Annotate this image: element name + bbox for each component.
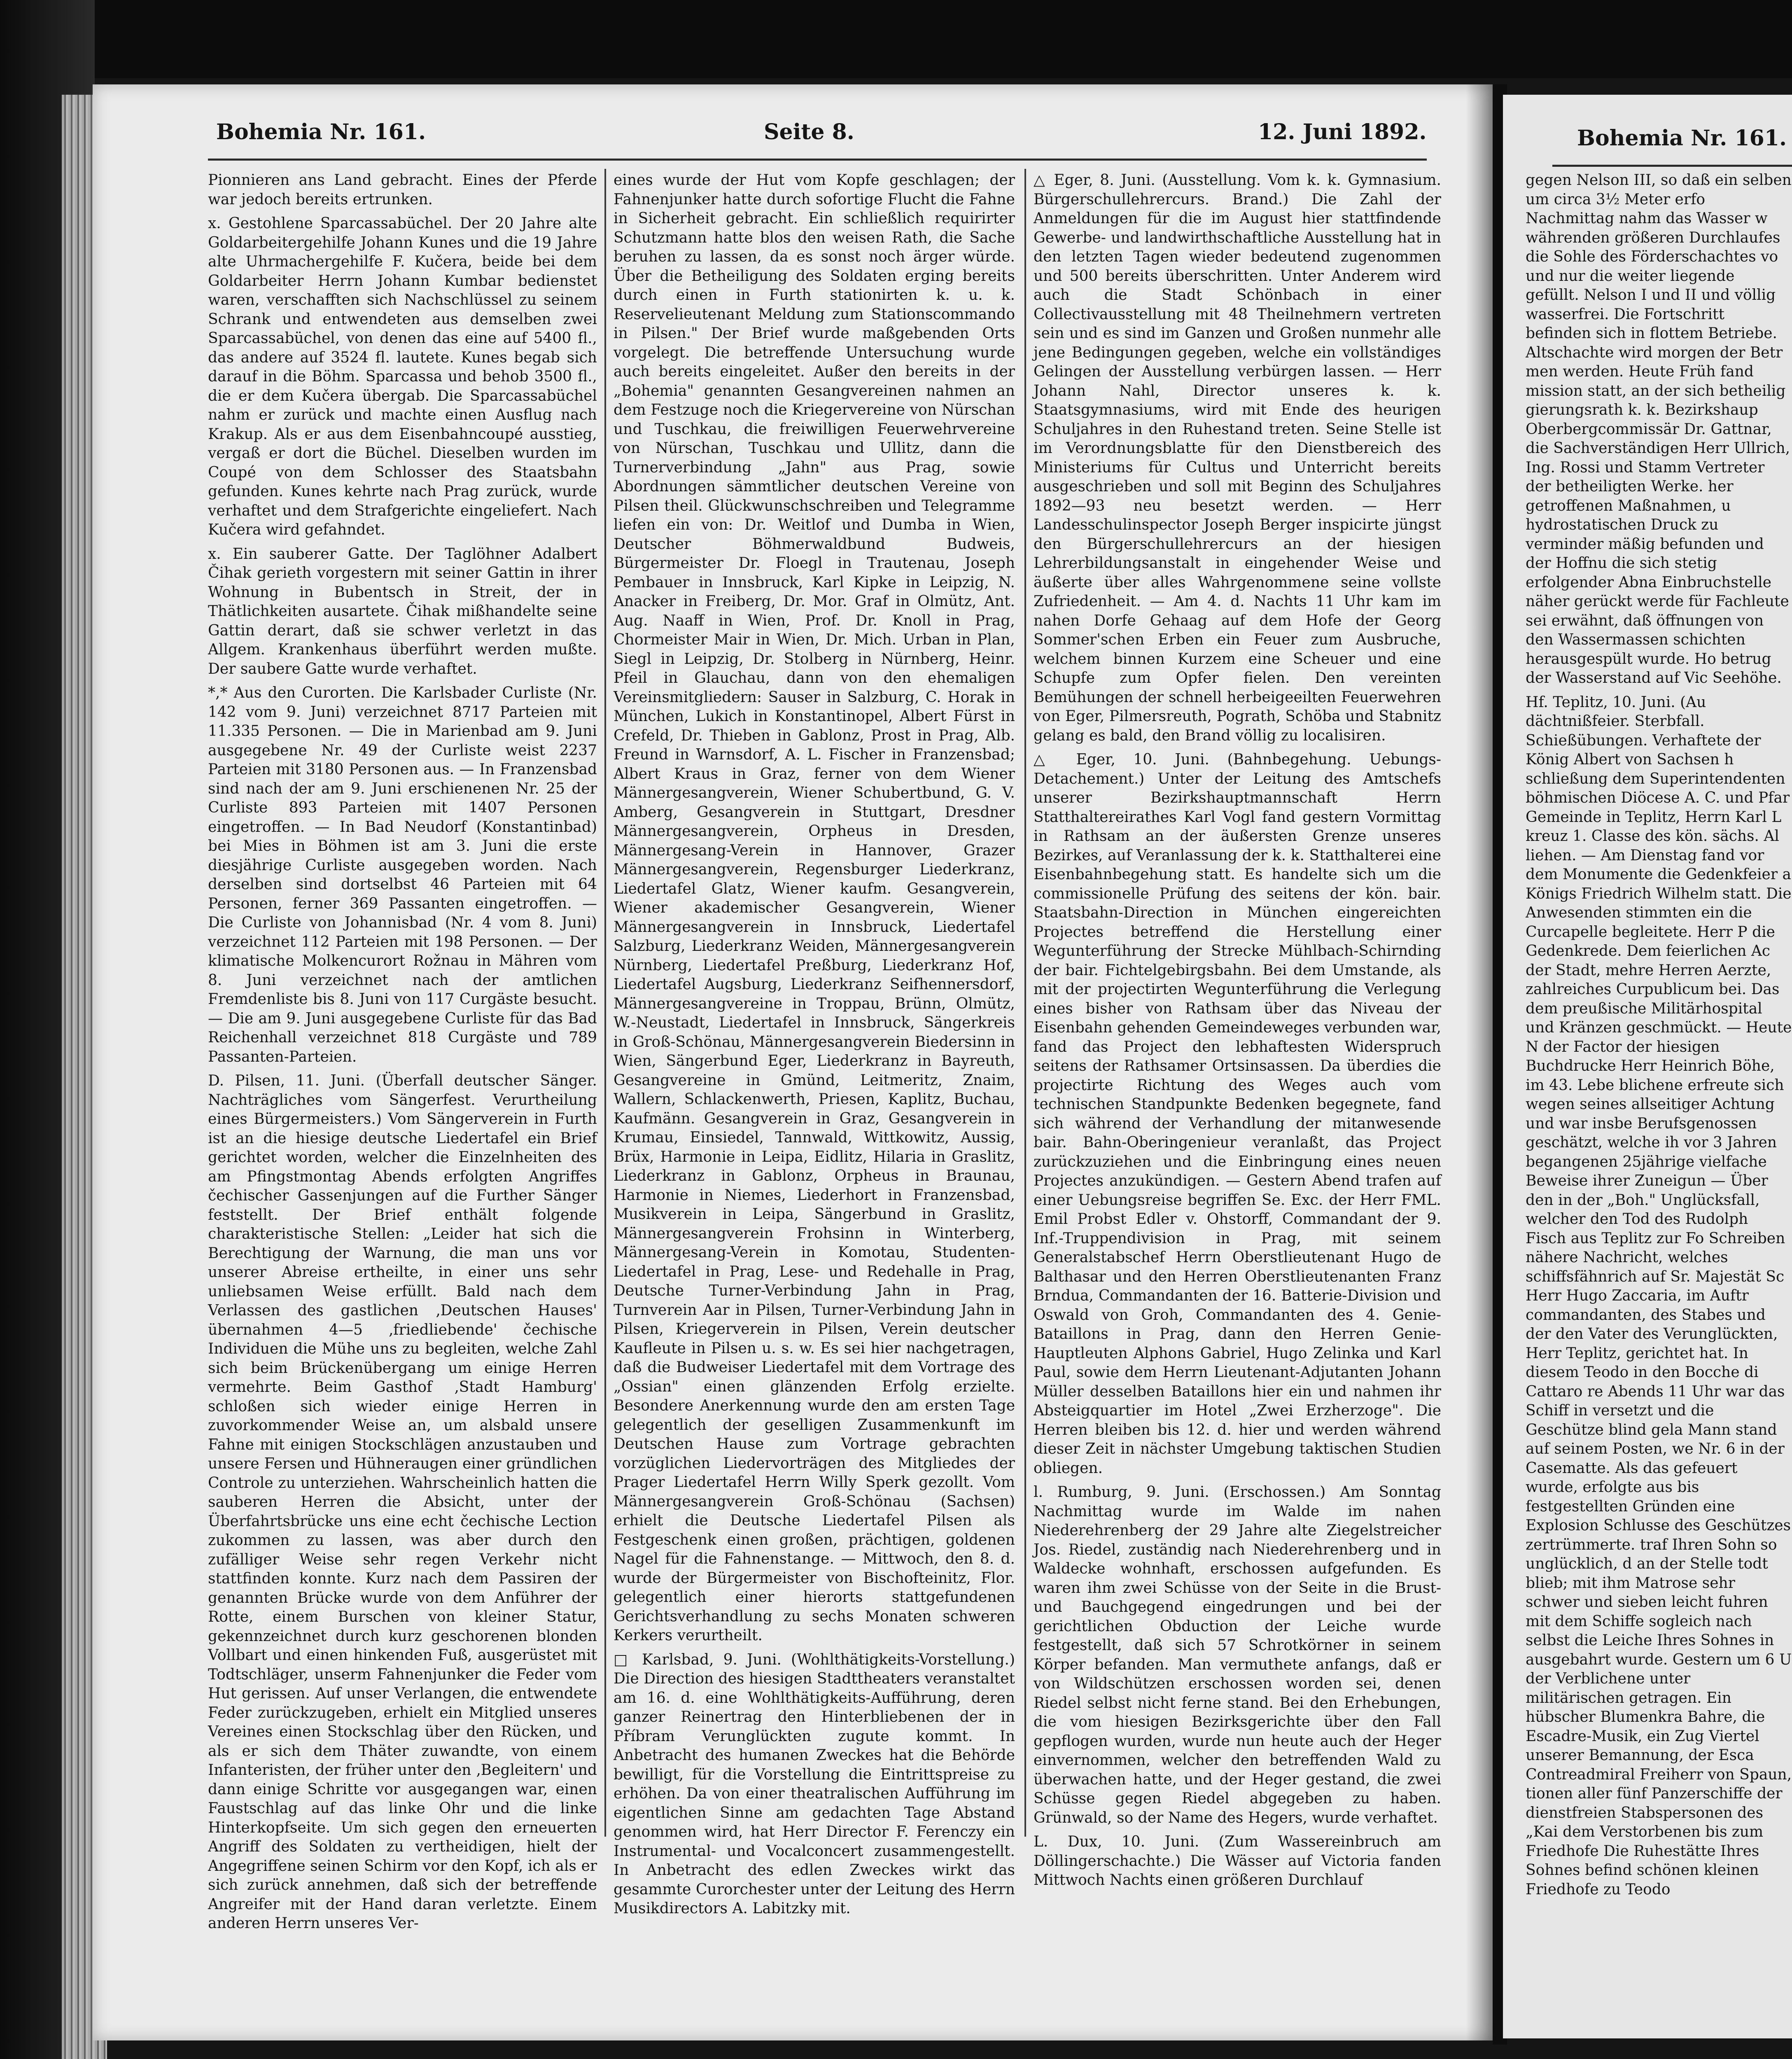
article-teplitz: Hf. Teplitz, 10. Juni. (Au dächtnißfeier. Sterbfall. Schießübungen. Verhaftete der König Albert von Sachsen h schließung dem Superintendenten böhmischen Diöcese A. C. und Pfar Gemeinde in Teplitz, Herrn Karl L kreuz 1. Classe des kön. sächs. Al liehen. — Am Dienstag fand vor dem Monumente die Gedenkfeier a Königs Friedrich Wilhelm statt. Die Anwesenden stimmten ein die Curcapelle begleitete. Herr P die Gedenkrede. Dem feierlichen Ac der Stadt, mehre Herren Aerzte, zahlreiches Curpublicum bei. Das dem preußische Militärhospital und Kränzen geschmückt. — Heute N der Factor der hiesigen Buchdrucke Herr Heinrich Böhe, im 43. Lebe blichene erfreute sich wegen seines allseitiger Achtung und war insbe Berufsgenossen geschätzt, welche ih vor 3 Jahren begangenen 25jährige vielfache Beweise ihrer Zuneigun — Über den in der „Boh." Unglücksfall, welcher den Tod des Rudolph Fisch aus Teplitz zur Fo Schreiben nähere Nachricht, welches schiffsfähnrich auf Sr. Majestät Sc Herr Hugo Zaccaria, im Auftr commandanten, des Stabes und der den Vater des Verunglückten, Herr Teplitz, gerichtet hat. In diesem Teodo in den Bocche di Cattaro re Abends 11 Uhr war das Schiff in versetzt und die Geschütze blind gela Mann stand auf seinem Posten, we Nr. 6 in der Casematte. Als das gefeuert wurde, erfolgte aus bis festgestellten Gründen eine Explosion Schlusse des Geschützes zertrümmerte. traf Ihren Sohn so unglücklich, d an der Stelle todt blieb; mit ihm Matrose sehr schwer und sieben leicht fuhren mit dem Schiffe sogleich nach selbst die Leiche Ihres Sohnes in ausgebahrt wurde. Gestern um 6 U der Verblichene unter militärischen getragen. Ein hübscher Blumenkra Bahre, die Escadre-Musik, ein Zug Viertel unserer Bemannung, der Esca Contreadmiral Freiherr von Spaun, tionen aller fünf Panzerschiffe der dienstfreien Stabspersonen des „Kai dem Verstorbenen bis zum Friedhofe Die Ruhestätte Ihres Sohnes befind schönen kleinen Friedhofe zu Teodo	[1526, 693, 1792, 1898]
article-pilsen: D. Pilsen, 11. Juni. (Überfall deutscher Sänger. Nachträgliches vom Sängerfest. Verurtheilung eines Bürgermeisters.) Vom Sängerverein in Furth ist an die hiesige deutsche Liedertafel ein Brief gerichtet worden, welcher die Einzelnheiten des am Pfingstmontag Abends erfolgten Angriffes čechischer Gassenjungen auf die Further Sänger feststellt. Der Brief enthält folgende charakteristische Stellen: „Leider hat sich die Berechtigung der Warnung, die man uns vor unserer Abreise ertheilte, in einer uns sehr unliebsamen Weise erfüllt. Bald nach dem Verlassen des gastlichen ‚Deutschen Hauses' übernahmen 4—5 ‚friedliebende' čechische Individuen die Mühe uns zu begleiten, welche Zahl sich beim Brückenübergang um einige Herren vermehrte. Beim Gasthof ‚Stadt Hamburg' schloßen sich wieder einige Herren in zuvorkommender Weise an, um alsbald unsere Fahne mit einigen Stockschlägen anzustauben und unsere Fersen und Hühneraugen einer gründlichen Controle zu unterziehen. Wahrscheinlich hatten die sauberen Herren die Absicht, unter der Überfahrtsbrücke uns eine echt čechische Lection zukommen zu lassen, was aber durch den zufälliger Weise sehr regen Verkehr nicht stattfinden konnte. Kurz nach dem Passiren der genannten Brücke wurde von dem Anführer der Rotte, einem Burschen von kleiner Statur, gekennzeichnet durch kurz geschorenen blonden Vollbart und einen hinkenden Fuß, ausgerüstet mit Todtschläger, unserm Fahnenjunker die Feder vom Hut gerissen. Auf unser Verlangen, die entwendete Feder zurückzugeben, erhielt ein Mitglied unseres Vereines einen Stockschlag über den Rücken, und als er sich dem Thäter zuwandte, von einem Infanteristen, der früher unter den ‚Begleitern' und dann einige Schritte vor ausgegangen war, einen Faustschlag auf das linke Ohr und die linke Hinterkopfseite. Um sich gegen den erneuerten Angriff des Soldaten zu vertheidigen, hielt der Angegriffene seinen Schirm vor den Kopf, ich als er sich zurück annehmen, daß sich der betreffende Angreifer mit der Hand daran verletzte. Einem anderen Herrn unseres Ver-	[208, 1072, 597, 1932]
scan-background-top	[0, 0, 1792, 78]
article-pilsen-continued: eines wurde der Hut vom Kopfe geschlagen; der Fahnenjunker hatte durch sofortige Flucht die Fahne in Sicherheit gebracht. Ein schließlich requirirter Schutzmann hatte blos den weisen Rath, die Sache beruhen zu lassen, da es sonst noch ärger würde. Über die Betheiligung des Soldaten erging bereits durch einen in Furth stationirten k. u. k. Reservelieutenant Meldung zum Stationscommando in Pilsen." Der Brief wurde maßgebenden Orts vorgelegt. Die betreffende Untersuchung wurde auch bereits eingeleitet. Außer den bereits in der „Bohemia" genannten Gesangvereinen nahmen an dem Festzuge noch die Kriegervereine von Nürschan und Tuschkau, die freiwilligen Feuerwehrvereine von Nürschan, Tuschkau und Ullitz, dann die Turnerverbindung „Jahn" aus Prag, sowie Abordnungen sämmtlicher deutschen Vereine von Pilsen theil. Glückwunschschreiben und Telegramme liefen ein von: Dr. Weitlof und Dumba in Wien, Deutscher Böhmerwaldbund Budweis, Bürgermeister Dr. Floegl in Trautenau, Joseph Pembauer in Innsbruck, Karl Kipke in Leipzig, N. Anacker in Freiberg, Dr. Mor. Graf in Olmütz, Ant. Aug. Naaff in Wien, Prof. Dr. Knoll in Prag, Chormeister Mair in Wien, Dr. Mich. Urban in Plan, Siegl in Leipzig, Dr. Stolberg in Nürnberg, Heinr. Pfeil in Glauchau, dann von den ehemaligen Vereinsmitgliedern: Sauser in Salzburg, C. Horak in München, Lukich in Konstantinopel, Albert Fürst in Crefeld, Dr. Thieben in Gablonz, Prost in Prag, Alb. Freund in Warnsdorf, A. L. Fischer in Franzensbad; Albert Kraus in Graz, ferner von dem Wiener Männergesangverein, Wiener Schubertbund, G. V. Amberg, Gesangverein in Stuttgart, Dresdner Männergesangverein, Orpheus in Dresden, Männergesang-Verein in Hannover, Grazer Männergesangverein, Regensburger Liederkranz, Liedertafel Glatz, Wiener kaufm. Gesangverein, Wiener akademischer Gesangverein, Wiener Männergesangverein in Innsbruck, Liedertafel Salzburg, Liederkranz Weiden, Männergesangverein Nürnberg, Liedertafel Preßburg, Liederkranz Hof, Liedertafel Augsburg, Liederkranz Seifhennersdorf, Männergesangvereine in Troppau, Brünn, Olmütz, W.-Neustadt, Liedertafel in Innsbruck, Sängerkreis in Groß-Schönau, Männergesangverein Biedersinn in Wien, Sängerbund Eger, Liederkranz in Bayreuth, Gesangvereine in Gmünd, Leitmeritz, Znaim, Wallern, Schlackenwerth, Priesen, Kaplitz, Buchau, Kaufmänn. Gesangverein in Graz, Gesangverein in Krumau, Einsiedel, Tannwald, Wittkowitz, Aussig, Brüx, Harmonie in Leipa, Eidlitz, Hilaria in Graslitz, Liederkranz in Gablonz, Orpheus in Braunau, Harmonie in Niemes, Liederhort in Franzensbad, Musikverein in Leipa, Sängerbund in Graslitz, Männergesangverein Frohsinn in Winterberg, Männergesang-Verein in Komotau, Studenten-Liedertafel in Prag, Lese- und Redehalle in Prag, Deutsche Turner-Verbindung Jahn in Prag, Turnverein Aar in Pilsen, Turner-Verbindung Jahn in Pilsen, Kriegerverein in Pilsen, Verein deutscher Kaufleute in Pilsen u. s. w. Es sei hier nachgetragen, daß die Budweiser Liedertafel mit dem Vortrage des „Ossian" einen glänzenden Erfolg erzielte. Besondere Anerkennung wurde den am ersten Tage gelegentlich der geselligen Zusammenkunft im Deutschen Hause zum Vortrage gebrachten vorzüglichen Liedervorträgen des Mitgliedes der Prager Liedertafel Herrn Willy Sperk gezollt. Vom Männergesangverein Groß-Schönau (Sachsen) erhielt die Deutsche Liedertafel Pilsen als Festgeschenk einen großen, prächtigen, goldenen Nagel für die Fahnenstange. — Mittwoch, den 8. d. wurde der Bürgermeister von Bischofteinitz, Flor. gelegentlich einer hierorts stattgefundenen Gerichtsverhandlung zu sechs Monaten schweren Kerkers verurtheilt.	[614, 172, 1015, 1644]
article-eger-10-juni: △ Eger, 10. Juni. (Bahnbegehung. Uebungs-Detachement.) Unter der Leitung des Amtschefs unserer Bezirkshauptmannschaft Herrn Statthaltereirathes Karl Vogl fand gestern Vormittag in Rathsam an der äußersten Grenze unseres Bezirkes, auf Veranlassung der k. k. Statthalterei eine Eisenbahnbegehung statt. Es handelte sich um die commissionelle Prüfung des seitens der kön. bair. Staatsbahn-Direction in München eingereichten Projectes betreffend die Herstellung einer Wegunterführung der Strecke Mühlbach-Schirnding der bair. Fichtelgebirgsbahn. Bei dem Umstande, als mit der projectirten Wegunterführung die Verlegung eines bisher von Rathsam über das Niveau der Eisenbahn gehenden Gemeindeweges verbunden war, fand das Project den lebhaftesten Widerspruch seitens der Rathsamer Ortsinsassen. Da überdies die projectirte Richtung des Weges auch vom technischen Standpunkte Bedenken begegnete, fand sich während der Verhandlung der mitanwesende bair. Bahn-Oberingenieur veranlaßt, das Project zurückzuziehen und die Einbringung eines neuen Projectes anzukündigen. — Gestern Abend trafen auf einer Uebungsreise begriffen Se. Exc. der Herr FML. Emil Probst Edler v. Ohstorff, Commandant der 9. Inf.-Truppendivision in Prag, mit seinem Generalstabschef Herrn Oberstlieutenant Hugo de Balthasar und den Herren Oberstlieutenanten Franz Brndua, Commandanten der 16. Batterie-Division und Oswald von Groh, Commandanten des 4. Genie-Bataillons in Prag, dann den Herren Genie-Hauptleuten Alphons Gabriel, Hugo Zelinka und Karl Paul, sowie dem Herrn Lieutenant-Adjutanten Johann Müller desselben Bataillons hier ein und nahmen ihr Absteigquartier im Hotel „Zwei Erzherzoge". Die Herren bleiben bis 12. d. hier und werden während dieser Zeit in nächster Umgebung taktischen Studien obliegen.	[1034, 751, 1441, 1477]
article-paragraph: Pionnieren ans Land gebracht. Eines der Pferde war jedoch bereits ertrunken.	[208, 172, 597, 208]
adjacent-page-header: Bohemia Nr. 161.	[1577, 126, 1787, 151]
page-number: Seite 8.	[764, 119, 854, 145]
article-curorte: *,* Aus den Curorten. Die Karlsbader Curliste (Nr. 142 vom 9. Juni) verzeichnet 8717 Parteien mit 11.335 Personen. — Die in Marienbad am 9. Juni ausgegebene Nr. 49 der Curliste weist 2237 Parteien mit 3180 Personen aus. — In Franzensbad sind nach der am 9. Juni erschienenen Nr. 25 der Curliste 893 Parteien mit 1407 Personen eingetroffen. — In Bad Neudorf (Konstantinbad) bei Mies in Böhmen ist am 3. Juni die erste diesjährige Curliste ausgegeben worden. Nach derselben sind dortselbst 46 Parteien mit 64 Personen, ferner 369 Passanten eingetroffen. — Die Curliste von Johannisbad (Nr. 4 vom 8. Juni) verzeichnet 112 Parteien mit 198 Personen. — Der klimatische Molkencurort Rožnau in Mähren vom 8. Juni verzeichnet nach der amtlichen Fremdenliste bis 8. Juni von 117 Curgäste besucht. — Die am 9. Juni ausgegebene Curliste für das Bad Reichenhall verzeichnet 818 Curgäste und 789 Passanten-Parteien.	[208, 684, 597, 1065]
article-dux-continued: gegen Nelson III, so daß ein selben um circa 3½ Meter erfo Nachmittag nahm das Wasser w währenden größeren Durchlaufes die Sohle des Förderschachtes vo und nur die weiter liegende gefüllt. Nelson I und II und völlig wasserfrei. Die Fortschritt befinden sich in flottem Betriebe. Altschachte wird morgen der Betr men werden. Heute Früh fand mission statt, an der sich betheilig gierungsrath k. k. Bezirkshaup Oberbergcommissär Dr. Gattnar, die Sachverständigen Herr Ullrich, Ing. Rossi und Stamm Vertreter der betheiligten Werke. her getroffenen Maßnahmen, u hydrostatischen Druck zu verminder mäßig befunden und der Hoffnu die sich stetig erfolgender Abna Einbruchstelle näher gerückt werde für Fachleute sei erwähnt, daß öffnungen von den Wassermassen schichten herausgespült wurde. Ho betrug der Wasserstand auf Vic Seehöhe.	[1526, 172, 1792, 686]
adjacent-page-column	[1526, 171, 1792, 1933]
article-rumburg: l. Rumburg, 9. Juni. (Erschossen.) Am Sonntag Nachmittag wurde im Walde im nahen Niederehrenberg der 29 Jahre alte Ziegelstreicher Jos. Riedel, zuständig nach Niederehrenberg und in Waldecke wohnhaft, erschossen aufgefunden. Es waren ihm zwei Schüsse von der Seite in die Brust- und Bauchgegend eingedrungen und bei der gerichtlichen Obduction der Leiche wurde festgestellt, daß sich 57 Schrotkörner in seinem Körper befanden. Man vermuthete anfangs, daß er von Wildschützen erschossen worden sei, denen Riedel selbst nicht ferne stand. Bei den Erhebungen, die vom hiesigen Bezirksgerichte über den Fall gepflogen wurden, wurde nun heute auch der Heger einvernommen, welcher den betreffenden Wald zu überwachen hatte, und der Heger gestand, die zwei Schüsse gegen Riedel abgegeben zu haben. Grünwald, so der Name des Hegers, wurde verhaftet.	[1034, 1484, 1441, 1826]
article-dux: L. Dux, 10. Juni. (Zum Wassereinbruch am Döllingerschachte.) Die Wässer auf Victoria fanden Mittwoch Nachts einen größeren Durchlauf	[1034, 1833, 1441, 1889]
column-rule	[604, 169, 606, 1837]
column-1	[208, 171, 597, 1932]
article-karlsbad: □ Karlsbad, 9. Juni. (Wohlthätigkeits-Vorstellung.) Die Direction des hiesigen Stadttheaters veranstaltet am 16. d. eine Wohlthätigkeits-Aufführung, deren ganzer Reinertrag den Hinterbliebenen der in Příbram Verunglückten zugute kommt. In Anbetracht des humanen Zweckes hat die Behörde bewilligt, für die Vorstellung die Eintrittspreise zu erhöhen. Da von einer theatralischen Aufführung im eigentlichen Sinne am gedachten Tage Abstand genommen wird, hat Herr Director F. Ferenczy ein Instrumental- und Vocalconcert zusammengestellt. In Anbetracht des edlen Zweckes wirkt das gesammte Curorchester unter der Leitung des Herrn Musikdirectors A. Labitzky mit.	[614, 1651, 1015, 1917]
adjacent-header-rule	[1552, 165, 1792, 167]
article-eger-8-juni: △ Eger, 8. Juni. (Ausstellung. Vom k. k. Gymnasium. Bürgerschullehrercurs. Brand.) Die Zahl der Anmeldungen für die im August hier stattfindende Gewerbe- und landwirthschaftliche Ausstellung hat in den letzten Tagen wieder bedeutend zugenommen und 500 bereits überschritten. Unter Anderem wird auch die Stadt Schönbach in einer Collectivausstellung mit 48 Theilnehmern vertreten sein und es sind im Ganzen und Großen nunmehr alle jene Bedingungen gegeben, welche ein vollständiges Gelingen der Ausstellung verbürgen lassen. — Herr Johann Nahl, Director unseres k. k. Staatsgymnasiums, wird mit Ende des heurigen Schuljahres in den Ruhestand treten. Seine Stelle ist im Verordnungsblatte für den Dienstbereich des Ministeriums für Cultus und Unterricht bereits ausgeschrieben und soll mit Beginn des Schuljahres 1892—93 neu besetzt werden. — Herr Landesschulinspector Joseph Berger inspicirte jüngst den Bürgerschullehrercurs an der hiesigen Lehrerbildungsanstalt in eingehender Weise und äußerte über alles Wahrgenommene seine vollste Zufriedenheit. — Am 4. d. Nachts 11 Uhr kam im nahen Dorfe Gehaag auf dem Hofe der Georg Sommer'schen Erben ein Feuer zum Ausbruche, welchem binnen Kurzem eine Scheuer und eine Schupfe zum Opfer fielen. Den vereinten Bemühungen der schnell herbeigeeilten Feuerwehren von Eger, Pilmersreuth, Pograth, Schöba und Stabnitz gelang es bald, den Brand völlig zu localisiren.	[1034, 172, 1441, 744]
column-3	[1034, 171, 1441, 1889]
column-2	[614, 171, 1015, 1917]
header-rule	[208, 159, 1427, 161]
article-sauberer-gatte: x. Ein sauberer Gatte. Der Taglöhner Adalbert Čihak gerieth vorgestern mit seiner Gattin in ihrer Wohnung in Bubentsch in Streit, der in Thätlichkeiten ausartete. Čihak mißhandelte seine Gattin derart, daß sie schwer verletzt in das Allgem. Krankenhaus überführt werden mußte. Der saubere Gatte wurde verhaftet.	[208, 545, 597, 677]
masthead-title: Bohemia Nr. 161.	[216, 119, 426, 145]
article-sparcassabuechel: x. Gestohlene Sparcassabüchel. Der 20 Jahre alte Goldarbeitergehilfe Johann Kunes und die 19 Jahre alte Uhrmachergehilfe F. Kučera, beide bei dem Goldarbeiter Herrn Johann Kumbar bedienstet waren, verschafften sich Nachschlüssel zu seinem Schrank und entwendeten aus demselben zwei Sparcassabüchel, von denen das eine auf 5400 fl., das andere auf 3524 fl. lautete. Kunes begab sich darauf in die Böhm. Sparcassa und behob 3500 fl., die er dem Kučera übergab. Die Sparcassabüchel nahm er zurück und machte einen Ausflug nach Krakup. Als er aus dem Eisenbahncoupé ausstieg, vergaß er dort die Büchel. Dieselben wurden im Coupé von dem Schlosser des Staatsbahn gefunden. Kunes kehrte nach Prag zurück, wurde verhaftet und dem Strafgerichte eingeliefert. Nach Kučera wird gefahndet.	[208, 215, 597, 538]
issue-date: 12. Juni 1892.	[1258, 119, 1427, 145]
column-rule	[1024, 169, 1026, 1837]
